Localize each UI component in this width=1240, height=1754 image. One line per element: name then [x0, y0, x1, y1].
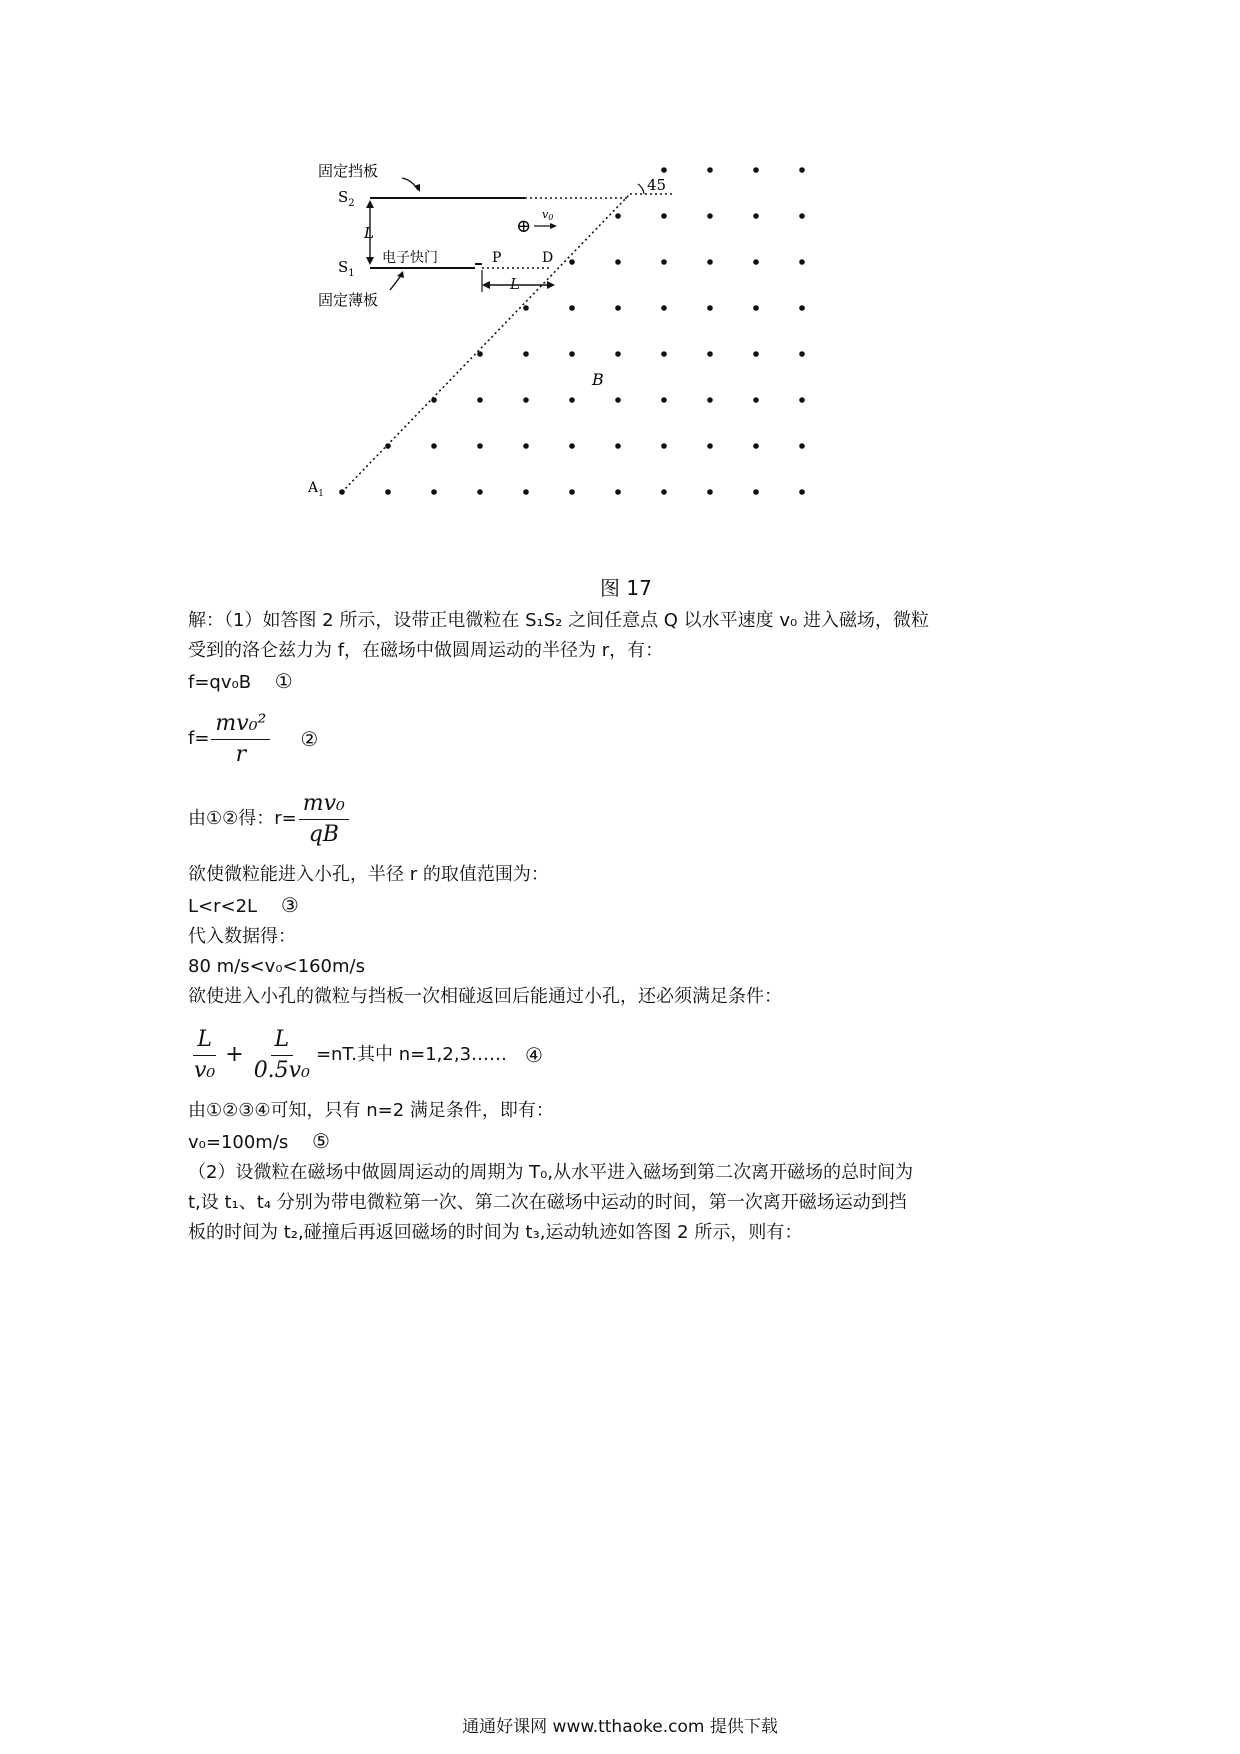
field-dot: [523, 489, 529, 495]
v0-label: v0: [542, 208, 554, 222]
arrow-right-icon: [550, 223, 557, 229]
eq2-mark: ②: [300, 727, 319, 751]
eq4-denominator-1: v₀: [194, 1057, 216, 1083]
arrow-left-icon: [482, 281, 490, 289]
field-dot: [707, 305, 713, 311]
eq4-suffix: =nT.其中 n=1,2,3……: [315, 1044, 508, 1065]
field-dot: [799, 443, 805, 449]
field-dot: [615, 443, 621, 449]
field-dot: [569, 259, 575, 265]
field-dot: [753, 443, 759, 449]
eq4-mark: ④: [525, 1043, 543, 1067]
field-dot: [753, 305, 759, 311]
eq2-numerator: mv₀²: [211, 709, 270, 740]
D-label: D: [542, 250, 554, 266]
field-dot: [569, 443, 575, 449]
field-dot: [799, 305, 805, 311]
field-dot: [477, 397, 483, 403]
field-dot: [707, 489, 713, 495]
field-dot: [707, 213, 713, 219]
field-dot: [707, 167, 713, 173]
eq3-numerator: mv₀: [299, 789, 349, 820]
S1-label: $S_1$: [338, 258, 355, 279]
inequality: [188, 890, 1068, 922]
field-dot: [523, 397, 529, 403]
velocity-value: [188, 1126, 1068, 1158]
eq2-denominator: r: [235, 741, 247, 767]
equation-2: [188, 706, 1068, 772]
field-dot: [615, 213, 621, 219]
arrow-up-icon: [366, 200, 374, 208]
field-dot: [707, 259, 713, 265]
field-dot: [523, 443, 529, 449]
P-label: P: [492, 250, 502, 266]
field-dot: [569, 397, 575, 403]
field-dot: [661, 489, 667, 495]
field-dot: [523, 305, 529, 311]
field-dot: [569, 351, 575, 357]
field-dot: [569, 489, 575, 495]
field-dot: [661, 397, 667, 403]
equation-1: [188, 666, 1068, 698]
solution-line: 代入数据得：: [188, 926, 296, 947]
eq4-plus: +: [225, 1042, 244, 1067]
angle-label: 45: [647, 176, 667, 194]
field-dot: [661, 305, 667, 311]
solution-text: [188, 606, 1068, 1248]
field-dot: [615, 259, 621, 265]
field-dot: [661, 259, 667, 265]
field-dot: [385, 489, 391, 495]
field-dot: [799, 397, 805, 403]
field-dot: [753, 259, 759, 265]
eq4-fraction-1: [190, 1025, 219, 1086]
fixed-plate-label: 固定薄板: [318, 291, 379, 309]
arrow-right-icon: [547, 281, 555, 289]
field-dot: [615, 351, 621, 357]
figure-caption: 图 17: [600, 576, 652, 600]
eq1-mark: ①: [274, 669, 293, 693]
field-dot: [707, 351, 713, 357]
arrow-down-icon: [366, 257, 374, 265]
field-dot: [615, 305, 621, 311]
field-dot: [431, 443, 437, 449]
solution-line: 由①②③④可知，只有 n=2 满足条件，即有：: [188, 1100, 554, 1121]
field-dot: [477, 443, 483, 449]
field-dot: [799, 167, 805, 173]
field-dot: [753, 397, 759, 403]
magnetic-field-dots: [339, 167, 805, 495]
field-dot: [799, 259, 805, 265]
A1-label: $A_1$: [308, 480, 324, 499]
field-dot: [753, 489, 759, 495]
equation-3: [188, 786, 1068, 852]
field-dot: [753, 351, 759, 357]
field-dot: [615, 397, 621, 403]
field-dot: [661, 351, 667, 357]
solution-line: 受到的洛仑兹力为 f，在磁场中做圆周运动的半径为 r，有：: [188, 640, 664, 661]
eq2-fraction: [211, 709, 270, 770]
figure-17: [308, 162, 930, 570]
L-vertical-label: L: [364, 224, 374, 242]
field-dot: [707, 397, 713, 403]
eq4-denominator-2: 0.5v₀: [253, 1057, 310, 1083]
eq4-fraction-2: [250, 1025, 314, 1086]
eq2-prefix: f=: [188, 728, 210, 749]
baffle-pointer: [402, 178, 418, 190]
field-dot: [477, 489, 483, 495]
field-dot: [707, 443, 713, 449]
solution-line: 解：（1）如答图 2 所示，设带正电微粒在 S₁S₂ 之间任意点 Q 以水平速度 v₀ 进入磁场，微粒: [188, 610, 929, 631]
field-dot: [799, 351, 805, 357]
positive-particle-icon: ⊕: [516, 216, 532, 237]
ineq-mark: ③: [280, 893, 299, 917]
field-dot: [799, 489, 805, 495]
eq1-text: f=qv₀B: [188, 672, 252, 693]
electron-shutter-label: 电子快门: [382, 250, 438, 266]
field-dot: [661, 443, 667, 449]
solution-line: 板的时间为 t₂,碰撞后再返回磁场的时间为 t₃,运动轨迹如答图 2 所示，则有：: [188, 1222, 803, 1243]
field-dot: [523, 351, 529, 357]
pointer-arrow-icon: [397, 271, 404, 278]
solution-line: 欲使微粒能进入小孔，半径 r 的取值范围为：: [188, 864, 549, 885]
solution-line: 欲使进入小孔的微粒与挡板一次相碰返回后能通过小孔，还必须满足条件：: [188, 986, 782, 1007]
eq4-numerator-2: L: [271, 1025, 294, 1056]
ineq-text: L<r<2L: [188, 896, 258, 917]
v-value-text: v₀=100m/s: [188, 1132, 289, 1153]
magnetic-field-diagram: [308, 162, 930, 570]
equation-4: [188, 1022, 1068, 1088]
field-dot: [661, 167, 667, 173]
field-dot: [753, 213, 759, 219]
L-horizontal-label: L: [510, 275, 520, 293]
B-label: B: [592, 370, 604, 389]
field-dot: [799, 213, 805, 219]
solution-line: （2）设微粒在磁场中做圆周运动的周期为 T₀,从水平进入磁场到第二次离开磁场的总时间为: [188, 1162, 914, 1183]
field-dot: [661, 213, 667, 219]
fixed-baffle-label: 固定挡板: [318, 162, 379, 180]
solution-line: t,设 t₁、t₄ 分别为带电微粒第一次、第二次在磁场中运动的时间，第一次离开磁场运动到挡: [188, 1192, 907, 1213]
v-value-mark: ⑤: [312, 1129, 330, 1153]
field-dot: [431, 489, 437, 495]
eq3-fraction: [299, 789, 349, 850]
eq3-denominator: qB: [308, 821, 339, 847]
eq3-prefix: 由①②得：r=: [188, 808, 297, 829]
field-boundary-line: [342, 194, 630, 492]
field-dot: [753, 167, 759, 173]
angle-arc: [638, 184, 644, 194]
page-footer: 通通好课网 www.tthaoke.com 提供下载: [462, 1717, 778, 1737]
velocity-range: 80 m/s<v₀<160m/s: [188, 956, 365, 977]
field-dot: [615, 489, 621, 495]
S2-label: $S_2$: [338, 188, 355, 209]
field-dot: [569, 305, 575, 311]
eq4-numerator-1: L: [193, 1025, 216, 1056]
